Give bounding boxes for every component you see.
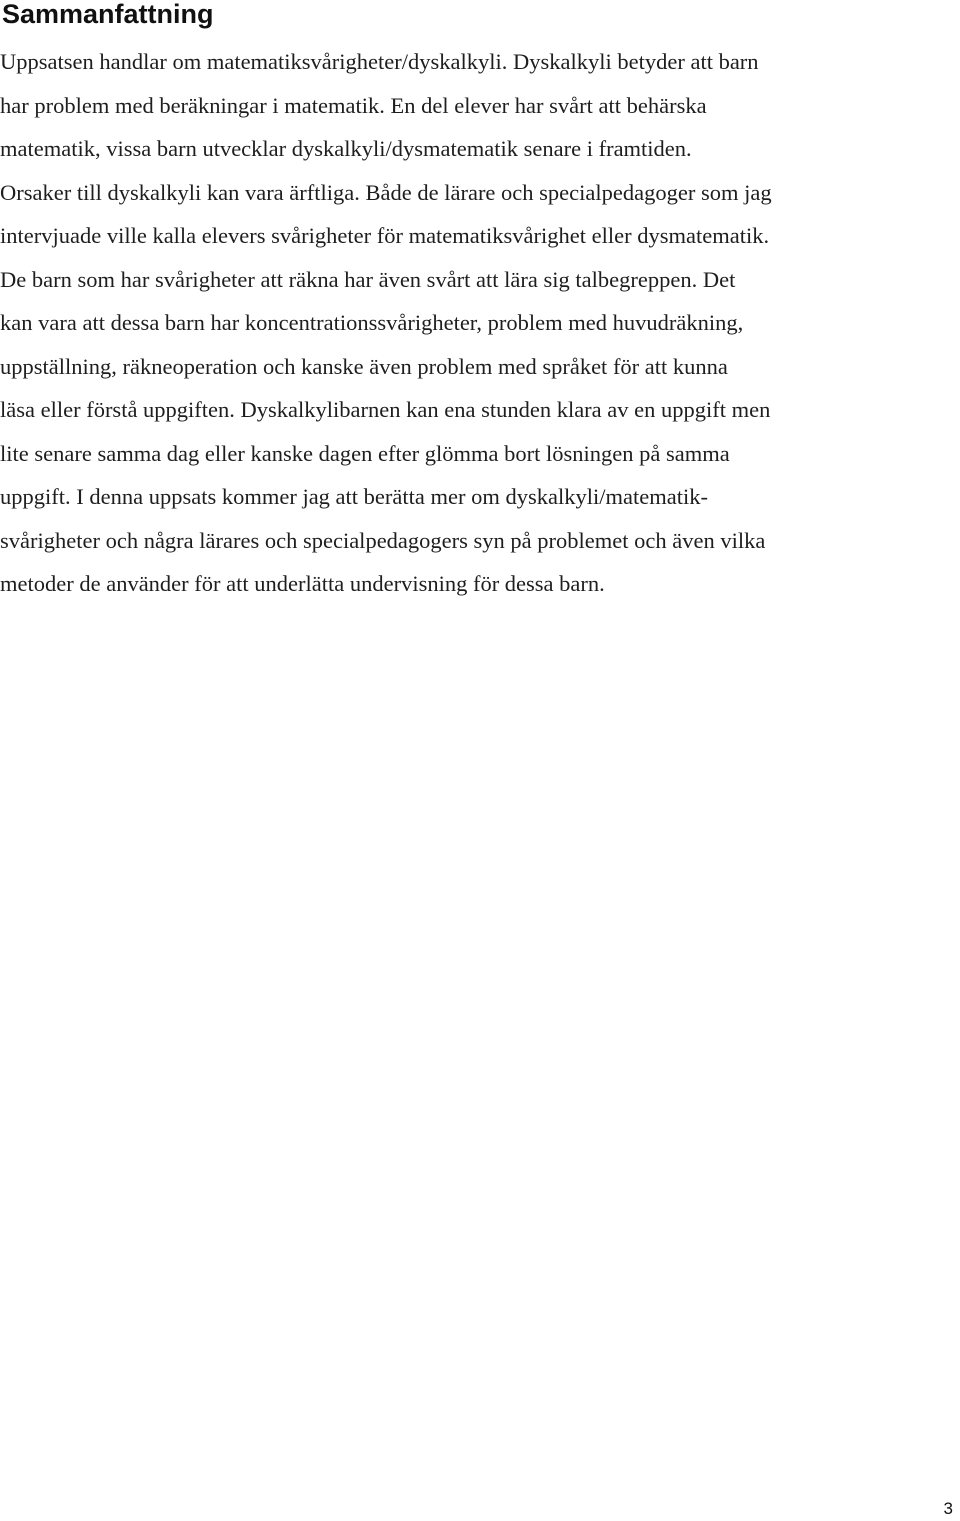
paragraph-line: metoder de använder för att underlätta undervisning för dessa barn. [0,571,605,596]
paragraph-line: läsa eller förstå uppgiften. Dyskalkylibarnen kan ena stunden klara av en uppgift men [0,397,771,422]
paragraph-line: intervjuade ville kalla elevers svårigheter för matematiksvårighet eller dysmatematik. [0,223,770,248]
paragraph-line: har problem med beräkningar i matematik. En del elever har svårt att behärska [0,92,707,118]
paragraph-line: De barn som har svårigheter att räkna har även svårt att lära sig talbegreppen. Det [0,266,736,292]
paragraph-line: Uppsatsen handlar om matematiksvårigheter/dyskalkyli. Dyskalkyli betyder att barn [0,49,759,74]
paragraph-line: kan vara att dessa barn har koncentrationssvårigheter, problem med huvudräkning, [0,310,744,335]
paragraph-line: matematik, vissa barn utvecklar dyskalkyli/dysmatematik senare i framtiden. [0,136,692,161]
paragraph-line: lite senare samma dag eller kanske dagen efter glömma bort lösningen på samma [0,440,730,466]
section-heading: Sammanfattning [2,0,214,29]
paragraph-line: uppställning, räkneoperation och kanske även problem med språket för att kunna [0,353,728,379]
paragraph-line: svårigheter och några lärares och specialpedagogers syn på problemet och även vilka [0,527,766,553]
paragraph-line: Orsaker till dyskalkyli kan vara ärftliga. Både de lärare och specialpedagoger som jag [0,179,772,205]
summary-paragraph [0,40,960,606]
page-number: 3 [943,1499,953,1518]
paragraph-line: uppgift. I denna uppsats kommer jag att berätta mer om dyskalkyli/matematik- [0,484,708,509]
